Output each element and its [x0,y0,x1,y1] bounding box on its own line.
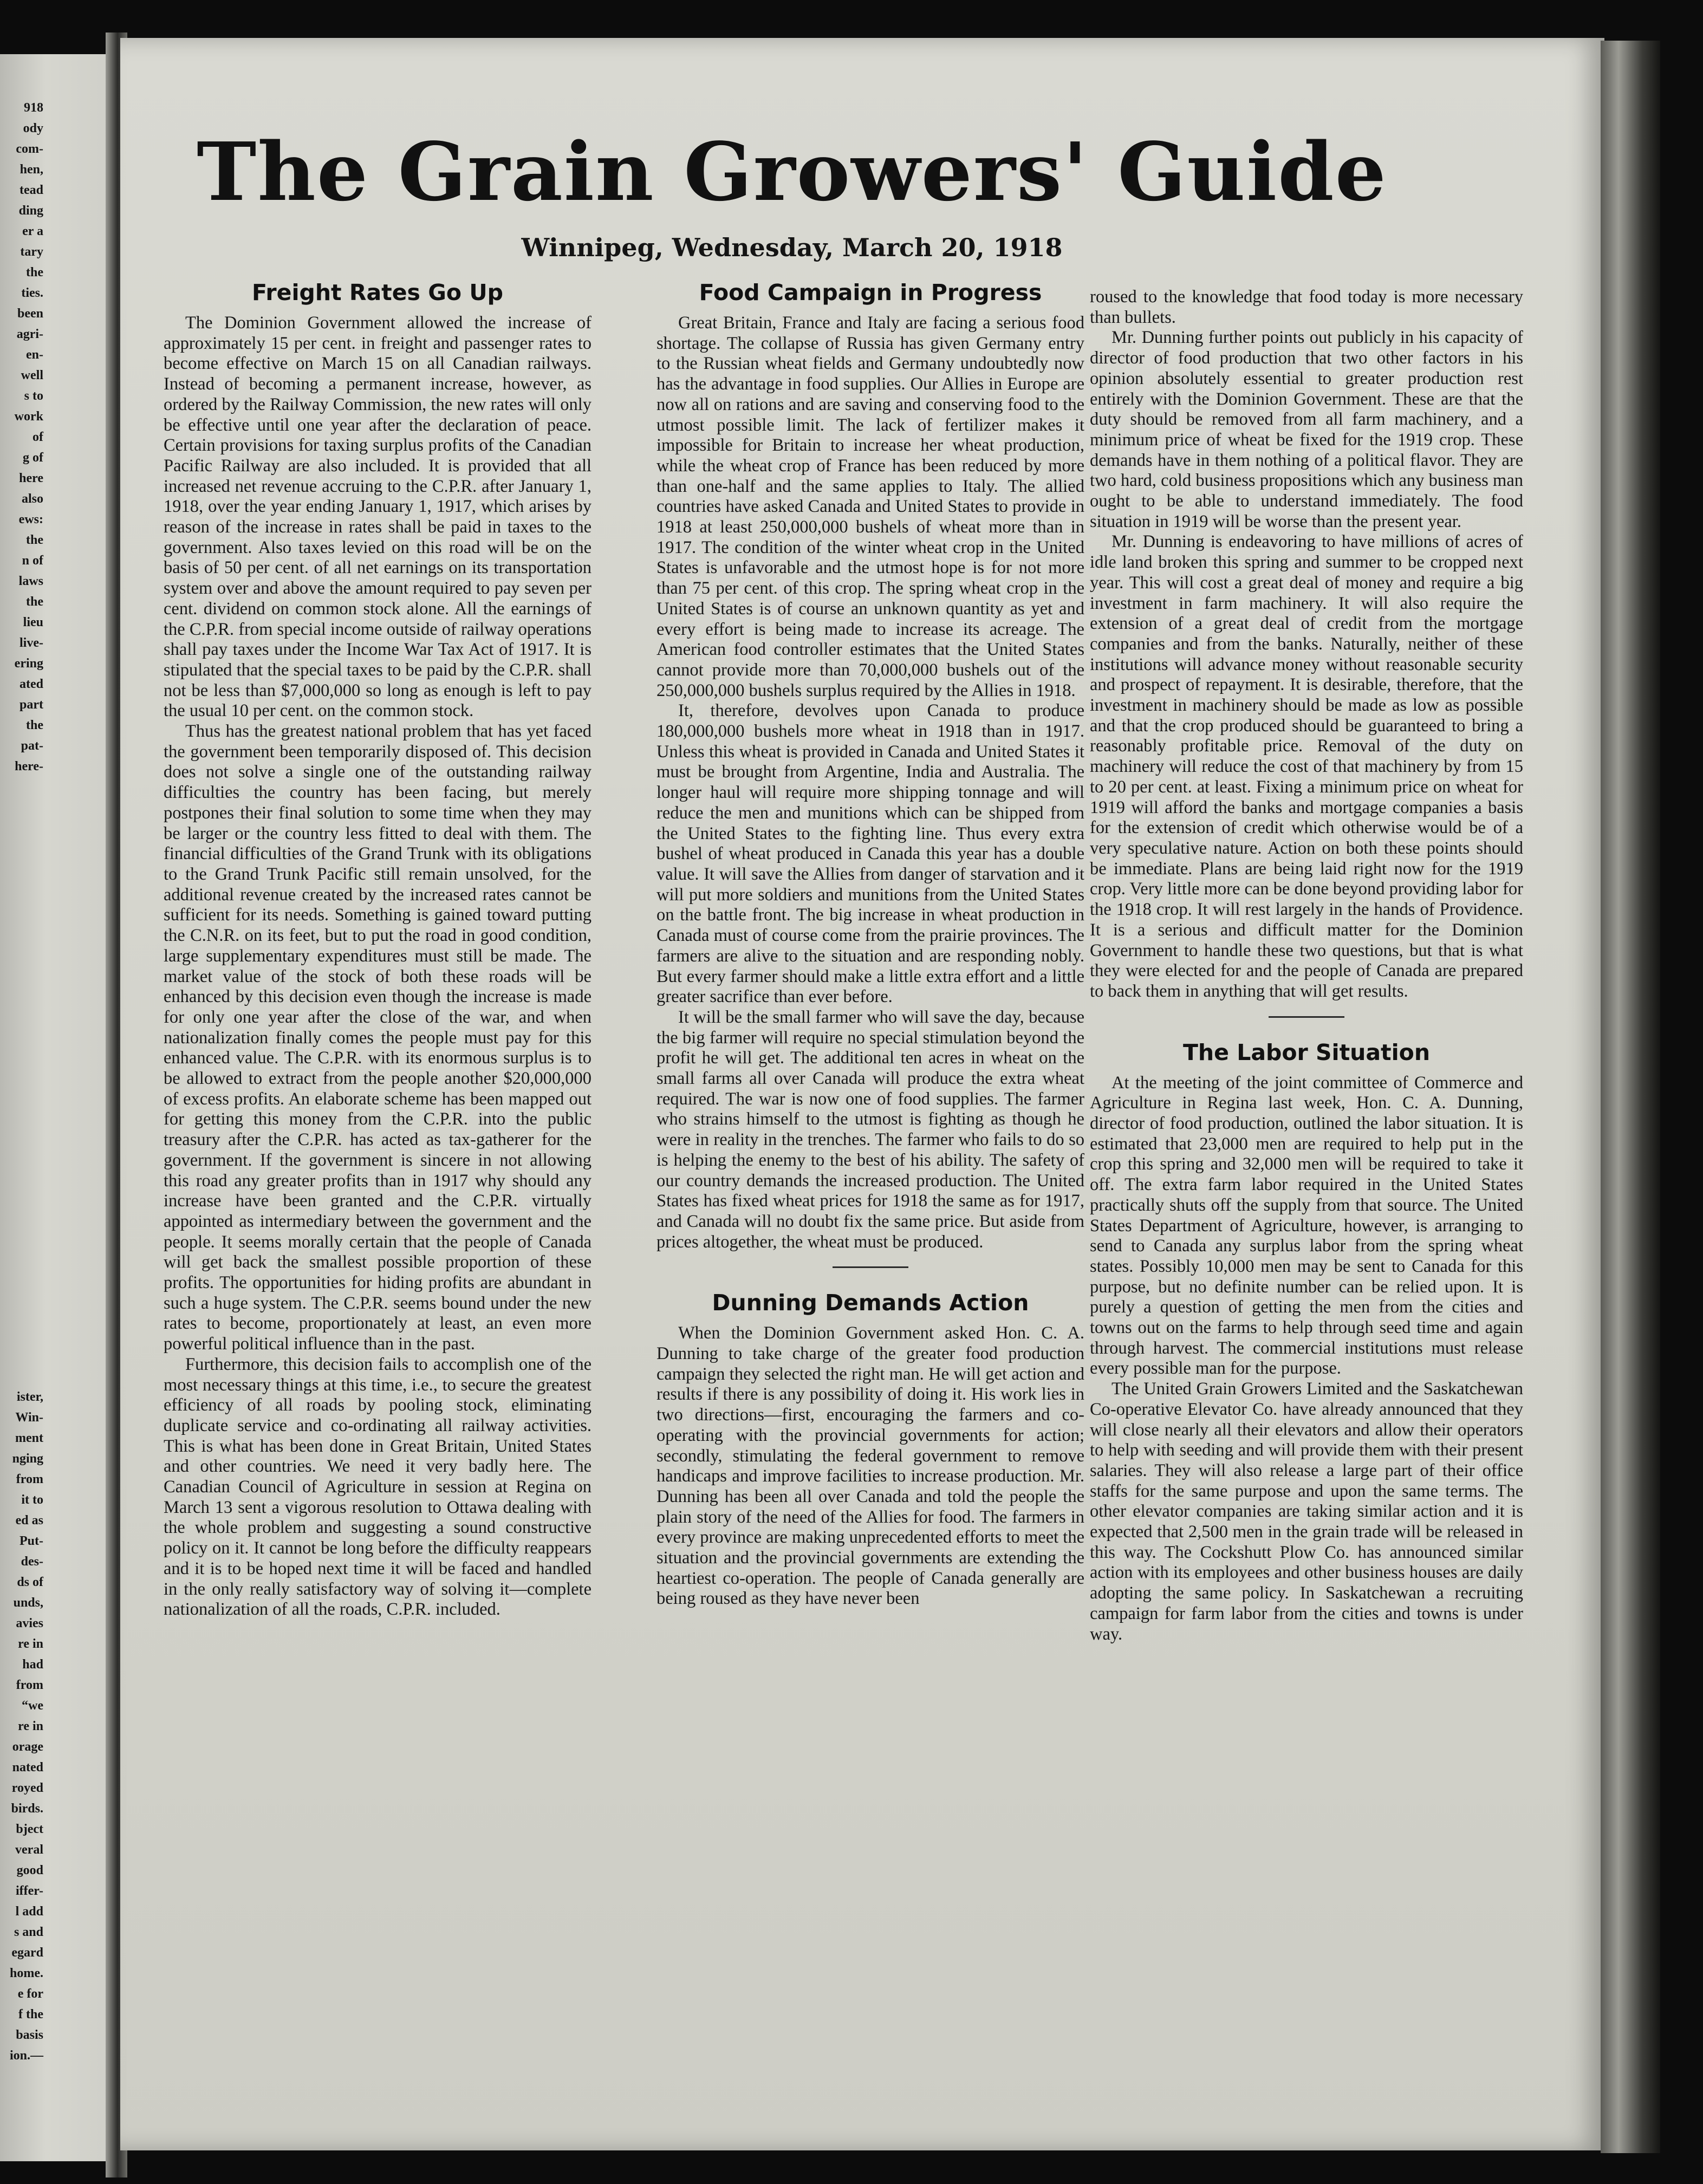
fragment-line: birds. [11,1802,43,1816]
fragment-line: orage [12,1740,43,1754]
page-stack-edge [1601,41,1660,2153]
fragment-line: ody [23,121,43,135]
fragment-line: of [32,430,43,444]
fragment-line: ds of [17,1575,43,1589]
fragment-line: basis [16,2028,43,2042]
fragment-line: ding [18,204,43,218]
fragment-line: egard [11,1946,43,1960]
fragment-line: ews: [18,512,43,526]
paragraph: Mr. Dunning is endeavoring to have millions of acres of idle land broken this spring and summer to be cropped next year. This will cost a great deal of money and require a big investment in farm machinery. It will also require the extension of a great deal of credit from the mortgage companies and from the banks. Naturally, neither of these institutions will advance money without reasonable security and prospect of repayment. It is desirable, therefore, that the investment in machinery should be made as low as possible and that the crop produced should be guaranteed to bring a reasonably profitable price. Removal of the duty on machinery will reduce the cost of that machinery by from 15 to 20 per cent. at least. Fixing a minimum price on wheat for 1919 will afford the banks and mortgage companies a basis for the extension of credit which otherwise would be of a very speculative nature. Action on both these points should be immediate. Plans are being laid right now for the 1919 crop. Very little more can be done beyond providing labor for the 1918 crop. It will rest largely in the hands of Providence. It is a serious and difficult matter for the Dominion Government to handle these two questions, but that is what they were elected for and the people of Canada are prepared to back them in anything that will get results. [1090,532,1523,1001]
fragment-line: here [19,471,43,485]
fragment-line: the [26,265,43,280]
paragraph: Great Britain, France and Italy are facing a serious food shortage. The collapse of Russia has given Germany entry to the Russian wheat fields and Germany undoubtedly now has the advantage in food supplies. Our Allies in Europe are now all on rations and are saving and conserving food to the utmost possible limit. The lack of fertilizer makes it impossible for Britain to increase her wheat production, while the wheat crop of France has been reduced by more than one-half and the same applies to Italy. The allied countries have asked Canada and United States to provide in 1918 at least 250,000,000 bushels of wheat more than in 1917. The condition of the winter wheat crop in the United States is unfavorable and the utmost hope is for not more than 75 per cent. of this crop. The spring wheat crop in the United States is of course an unknown quantity as yet and every effort is being made to increase its acreage. The American food controller estimates that the United States cannot provide more than 70,000,000 bushels out of the 250,000,000 bushels surplus required by the Allies in 1918. [656,313,1084,700]
fragment-line: well [21,368,43,382]
paragraph: It will be the small farmer who will save the day, because the big farmer will require no special stimulation beyond the profit he will get. The additional ten acres in wheat on the small farms all over Canada will produce the extra wheat required. The war is now one of food supplies. The farmer who strains himself to the utmost is fighting as though he were in reality in the trenches. The farmer who fails to do so is helping the enemy to the best of his ability. The safety of our country demands the increased production. The United States has fixed wheat prices for 1918 the same as for 1917, and Canada will no doubt fix the same price. But aside from prices altogether, the wheat must be produced. [656,1007,1084,1252]
fragment-line: ister, [16,1390,43,1404]
fragment-line: the [26,533,43,547]
fragment-line: com- [16,142,43,156]
fragment-line: ated [20,677,43,691]
headline-freight-rates: Freight Rates Go Up [252,280,503,306]
fragment-line: had [22,1658,43,1672]
fragment-line: lieu [23,615,43,629]
masthead-title: The Grain Growers' Guide [197,125,1387,219]
fragment-line: the [26,718,43,732]
left-page-fragment [0,54,114,2161]
fragment-line: part [20,698,43,712]
fragment-line: ion.— [9,2049,43,2063]
fragment-line: en- [26,348,43,362]
paragraph: Furthermore, this decision fails to accomplish one of the most necessary things at this time, i.e., to secure the greatest efficiency of all roads by pooling stock, eliminating duplicate service and co-ordinating all railway activities. This is what has been done in Great Britain, United States and other countries. We need it very badly here. The Canadian Council of Agriculture in session at Regina on March 13 sent a vigorous resolution to Ottawa dealing with the whole problem and suggesting a sound constructive policy on it. It cannot be long before the difficulty reappears and it is to be hoped next time it will be faced and handled in the only really satisfactory way of solving it—complete nationalization of all the roads, C.P.R. included. [164,1354,592,1620]
fragment-line: been [17,307,43,321]
fragment-line: iffer- [15,1884,43,1898]
fragment-line: Put- [20,1534,43,1548]
section-divider [1269,1016,1344,1018]
fragment-line: re in [18,1637,43,1651]
fragment-line: ering [14,656,43,671]
fragment-line: good [16,1863,43,1877]
paragraph: The United Grain Growers Limited and the Saskatchewan Co-operative Elevator Co. have already announced that they will close nearly all their elevators and allow their operators to help with seeding and will provide them with their present salaries. They will also release a large part of their office staffs for the same purpose and upon the same terms. The other elevator companies are taking similar action and it is expected that 2,500 men in the grain trade will be released in this way. The Cockshutt Plow Co. has announced similar action with its employees and other business houses are daily adopting the same policy. In Saskatchewan a recruiting campaign for farm labor from the cities and towns is under way. [1090,1379,1523,1644]
fragment-line: unds, [13,1596,43,1610]
fragment-line: ties. [21,286,43,300]
fragment-line: pat- [21,739,43,753]
fragment-line: work [14,410,43,424]
fragment-line: f the [18,2007,43,2021]
fragment-line: from [16,1678,43,1692]
left-column-fragments-bottom [0,1387,43,2066]
fragment-line: ed as [15,1513,43,1528]
fragment-line: 918 [24,101,43,115]
headline-labor-situation: The Labor Situation [1182,1039,1431,1065]
headline-dunning: Dunning Demands Action [712,1290,1029,1316]
paragraph: The Dominion Government allowed the increase of approximately 15 per cent. in freight and passenger rates to become effective on March 15 on all Canadian railways. Instead of becoming a permanent increase, however, as ordered by the Railway Commission, the new rates will only be effective until one year after the declaration of peace. Certain provisions for taxing surplus profits of the Canadian Pacific Railway are also included. It is provided that all increased net revenue accruing to the C.P.R. after January 1, 1918, over the year ending January 1, 1917, which arises by reason of the increase in rates shall be paid in taxes to the government. Also taxes levied on this road will be on the basis of 50 per cent. of all net earnings on its transportation system over and above the amount required to pay seven per cent. dividend on common stock alone. All the earnings of the C.P.R. from special income outside of railway operations shall pay taxes under the Income War Tax Act of 1917. It is stipulated that the special taxes to be paid by the C.P.R. shall not be less than $7,000,000 so long as enough is left to pay the usual 10 per cent. on the common stock. [164,313,592,721]
paragraph: It, therefore, devolves upon Canada to produce 180,000,000 bushels more wheat in 1918 than in 1917. Unless this wheat is provided in Canada and United States it must be brought from Argentine, India and Australia. The longer haul will require more shipping tonnage and will reduce the men and munitions which can be shipped from the United States to the fighting line. Thus every extra bushel of wheat produced in Canada this year has a double value. It will save the Allies from danger of starvation and it will put more soldiers and munitions from the United States on the battle front. The big increase in wheat production in Canada must of course come from the prairie provinces. The farmers are alive to the situation and are responding nobly. But every farmer should make a little extra effort and a little greater sacrifice than ever before. [656,701,1084,1007]
fragment-line: s to [24,389,43,403]
newspaper-page [120,38,1604,2150]
fragment-line: it to [21,1493,43,1507]
fragment-line: er a [22,224,43,238]
section-divider [833,1266,908,1268]
fragment-line: here- [15,759,43,774]
fragment-line: live- [20,636,43,650]
paragraph: Mr. Dunning further points out publicly in his capacity of director of food production that two other factors in his opinion absolutely essential to greater production rest entirely with the Dominion Government. These are that the duty should be removed from all farm machinery, and a minimum price of wheat be fixed for the 1919 crop. These demands have in them nothing of a political flavor. They are two hard, cold business propositions which any business man ought to be able to understand immediately. The food situation in 1919 will be worse than the present year. [1090,328,1523,531]
dateline: Winnipeg, Wednesday, March 20, 1918 [521,233,1063,262]
paragraph: At the meeting of the joint committee of Commerce and Agriculture in Regina last week, Hon. C. A. Dunning, director of food production, outlined the labor situation. It is estimated that 23,000 men are required to help put in the crop this spring and 32,000 men will be required to take it off. The extra farm labor required in the United States practically shuts off the supply from that source. The United States Department of Agriculture, however, is arranging to send to Canada any surplus labor from the spring wheat states. Possibly 10,000 men may be sent to Canada for this purpose, but no definite number can be relied upon. It is purely a question of getting the men from the cities and towns out on the farms to help through seed time and again through harvest. The commercial institutions must release every possible man for the purpose. [1090,1072,1523,1379]
fragment-line: nging [12,1452,43,1466]
fragment-line: des- [21,1555,43,1569]
fragment-line: royed [11,1781,43,1795]
fragment-line: l add [15,1904,43,1919]
fragment-line: ment [15,1431,43,1445]
column-3 [1090,287,1523,1644]
fragment-line: veral [15,1843,43,1857]
fragment-line: also [21,492,43,506]
fragment-line: g of [23,451,43,465]
paragraph: Thus has the greatest national problem that has yet faced the government been temporarily disposed of. This decision does not solve a single one of the outstanding railway difficulties the country has been facing, but merely postpones their final solution to some time when they may be larger or the country less fitted to deal with them. The financial difficulties of the Grand Trunk with its obligations to the Grand Trunk Pacific still remain unsolved, for the additional revenue created by the increased rates cannot be sufficient for its needs. Something is gained toward putting the C.N.R. on its feet, but to put the road in good condition, large supplementary expenditures must still be made. The market value of the stock of both these roads will be enhanced by this decision even though the increase is made for only one year after the close of the war, and when nationalization finally comes the people must pay for this enhanced value. The C.P.R. with its enormous surplus is to be allowed to extract from the people another $20,000,000 of excess profits. An elaborate scheme has been mapped out for getting this money from the C.P.R. into the public treasury after the C.P.R. has acted as tax-gatherer for the government. If the government is sincere in not allowing this road any greater profits than in 1917 why should any increase have been granted and the C.P.R. virtually appointed as intermediary between the government and the people. It seems morally certain that the people of Canada will get back the smallest possible proportion of these profits. The opportunities for hiding profits are abundant in such a huge system. The C.P.R. seems bound under the new rates to become, proportionately at least, an even more powerful political influence than in the past. [164,722,592,1354]
fragment-line: s and [14,1925,43,1939]
column-2 [656,276,1084,1609]
fragment-line: hen, [20,162,43,177]
fragment-line: n of [22,554,43,568]
fragment-line: nated [12,1760,43,1774]
fragment-line: avies [16,1616,43,1630]
fragment-line: agri- [16,327,43,341]
fragment-line: e for [17,1987,43,2001]
left-column-fragments-top [0,98,43,777]
fragment-line: “we [22,1699,43,1713]
headline-food-campaign: Food Campaign in Progress [699,280,1042,306]
fragment-line: tary [20,245,43,259]
fragment-line: laws [18,574,43,588]
column-1 [164,276,592,1620]
fragment-line: re in [18,1719,43,1733]
paragraph-continued: roused to the knowledge that food today is more necessary than bullets. [1090,287,1523,327]
fragment-line: bject [16,1822,43,1836]
fragment-line: tead [20,183,43,197]
fragment-line: home. [10,1966,43,1980]
fragment-line: Win- [15,1410,43,1425]
paragraph: When the Dominion Government asked Hon. C. A. Dunning to take charge of the greater food production campaign they selected the right man. He will get action and results if there is any possibility of doing it. His work lies in two directions—first, encouraging the farmers and co-operating with the provincial governments for action; secondly, stimulating the federal government to remove handicaps and improve facilities to increase production. Mr. Dunning has been all over Canada and told the people the plain story of the need of the Allies for food. The farmers in every province are making unprecedented efforts to meet the situation and the provincial governments are extending the heartiest co-operation. The people of Canada generally are being roused as they have never been [656,1323,1084,1609]
fragment-line: from [16,1472,43,1486]
fragment-line: the [26,595,43,609]
